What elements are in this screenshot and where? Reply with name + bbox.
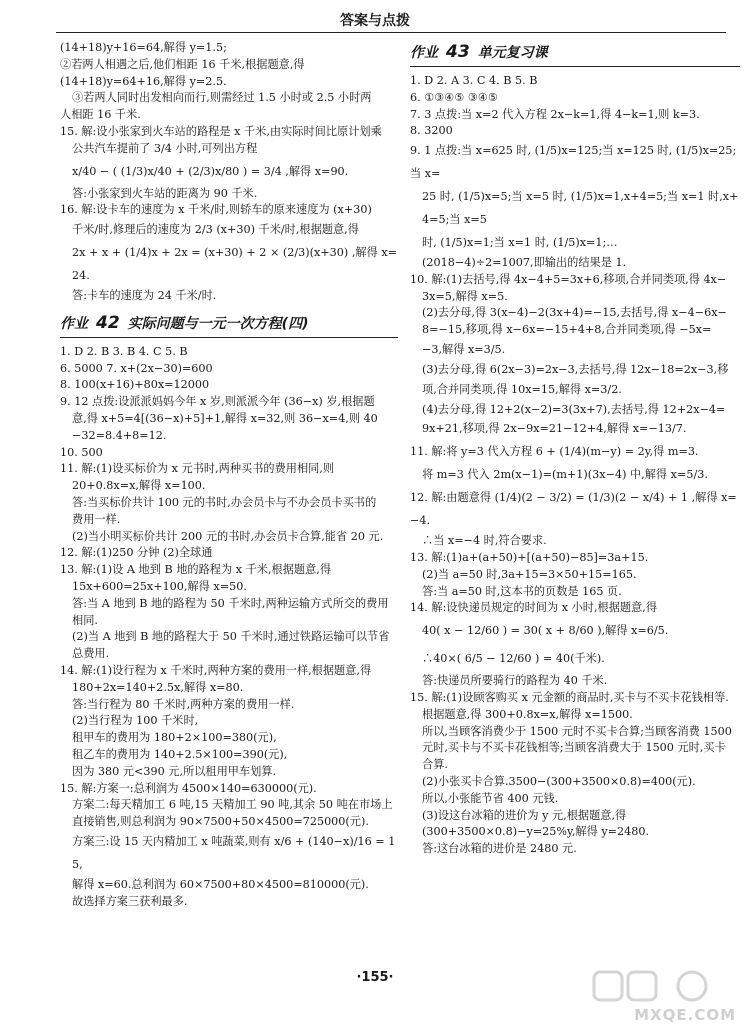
- answer-line: 14. 解:设快递员规定的时间为 x 小时,根据题意,得: [410, 601, 658, 615]
- answer-line: 将 m=3 代入 2m(x−1)=(m+1)(3x−4) 中,解得 x=5/3.: [422, 468, 708, 482]
- answer-line: 1. D 2. A 3. C 4. B 5. B: [410, 74, 538, 87]
- answer-line: 180+2x=140+2.5x,解得 x=80.: [72, 680, 244, 694]
- watermark-logo-icon: [592, 968, 732, 1004]
- answer-line: 相同.: [72, 613, 98, 627]
- answer-line: ③若两人同时出发相向而行,则需经过 1.5 小时或 2.5 小时两: [72, 91, 372, 105]
- section-prefix: 作业: [60, 315, 88, 332]
- answer-line: 15. 解:(1)设顾客购买 x 元金额的商品时,买卡与不买卡花钱相等.: [410, 690, 729, 704]
- watermark: [586, 964, 736, 1024]
- answer-line: (2)当小明买标价共计 200 元的书时,办会员卡合算,能省 20 元.: [72, 529, 384, 543]
- section-42-answer-lines: [60, 344, 398, 911]
- answer-line: 答:当 A 地到 B 地的路程为 50 千米时,两种运输方式所交的费用: [72, 596, 389, 610]
- answer-line: 答:快递员所要骑行的路程为 40 千米.: [422, 674, 608, 688]
- answer-line: 25 时, (1/5)x=5;当 x=5 时, (1/5)x=1,x+4=5;当 x=1 时,x+4=5;当 x=5: [422, 190, 739, 227]
- answer-line: 答:当行程为 80 千米时,两种方案的费用一样.: [72, 697, 295, 711]
- section-prefix: 作业: [410, 45, 438, 61]
- answer-line: 9. 12 点拨:设派派妈妈今年 x 岁,则派派今年 (36−x) 岁,根据题: [60, 395, 375, 409]
- answer-line: ②若两人相遇之后,他们相距 16 千米,根据题意,得: [60, 57, 305, 71]
- answer-line: 20+0.8x=x,解得 x=100.: [72, 479, 206, 493]
- answer-line: (2)当 A 地到 B 地的路程大于 50 千米时,通过铁路运输可以节省: [72, 630, 390, 644]
- header-title: 答案与点拨: [340, 13, 410, 29]
- answer-line: 9. 1 点拨:当 x=625 时, (1/5)x=125;当 x=125 时, (1/5)x=25;当 x=: [410, 144, 737, 181]
- answer-line: 2x + x + (1/4)x + 2x = (x+30) + 2 × (2/3)(x+30) ,解得 x=24.: [72, 246, 398, 283]
- section-heading-42: [60, 311, 398, 338]
- section-43-answer-lines: [410, 73, 740, 858]
- answer-line: 租甲车的费用为 180+2×100=380(元),: [72, 731, 277, 745]
- answer-line: 10. 500: [60, 445, 103, 459]
- answer-line: (2)当行程为 100 千米时,: [72, 714, 199, 728]
- answer-line: 费用一样.: [72, 512, 121, 526]
- answer-line: (4)去分母,得 12+2(x−2)=3(3x+7),去括号,得 12+2x−4=: [422, 402, 726, 416]
- answer-line: 15. 解:方案一:总利润为 4500×140=630000(元).: [60, 781, 317, 795]
- answer-line: 答:卡车的速度为 24 千米/时.: [72, 289, 217, 303]
- right-column: [410, 40, 740, 858]
- answer-line: 公共汽车提前了 3/4 小时,可列出方程: [72, 141, 258, 155]
- answer-line: 1. D 2. B 3. B 4. C 5. B: [60, 344, 188, 358]
- answer-line: 答:小张家到火车站的距离为 90 千米.: [72, 186, 258, 200]
- answer-line: 元时,买卡与不买卡花钱相等;当顾客消费大于 1500 元时,买卡: [422, 741, 726, 755]
- answer-line: 所以,当顾客消费少于 1500 元时不买卡合算;当顾客消费 1500: [422, 724, 732, 738]
- answer-line: (2)去分母,得 3(x−4)−2(3x+4)=−15,去括号,得 x−4−6x−: [422, 306, 727, 320]
- answer-line: (14+18)y=64+16,解得 y=2.5.: [60, 74, 227, 88]
- answer-line: 12. 解:由题意得 (1/4)(2 − 3/2) = (1/3)(2 − x/4) + 1 ,解得 x=−4.: [410, 491, 737, 528]
- answer-line: 时, (1/5)x=1;当 x=1 时, (1/5)x=1;…: [422, 236, 618, 249]
- answer-line: 11. 解:将 y=3 代入方程 6 + (1/4)(m−y) = 2y,得 m=3.: [410, 445, 699, 459]
- answer-line: 故选择方案三获利最多.: [72, 894, 188, 908]
- answer-line: 6. ①③④⑤ ③④⑤: [410, 90, 498, 104]
- answer-line: 因为 380 元<390 元,所以租用甲车划算.: [72, 764, 277, 778]
- answer-line: −32=8.4+8=12.: [72, 428, 167, 442]
- answer-line: 13. 解:(1)a+(a+50)+[(a+50)−85]=3a+15.: [410, 551, 649, 564]
- answer-line: 根据题意,得 300+0.8x=x,解得 x=1500.: [422, 707, 633, 721]
- section-title: 实际问题与一元一次方程(四): [127, 315, 309, 332]
- answer-line: x/40 − ( (1/3)x/40 + (2/3)x/80 ) = 3/4 ,解得 x=90.: [72, 164, 349, 178]
- answer-line: 租乙车的费用为 140+2.5×100=390(元),: [72, 747, 288, 761]
- answer-line: 8. 100(x+16)+80x=12000: [60, 378, 210, 392]
- answer-line: 40( x − 12/60 ) = 30( x + 8/60 ),解得 x=6/5.: [422, 624, 669, 638]
- answer-line: 3x=5,解得 x=5.: [422, 289, 508, 303]
- answer-line: 15x+600=25x+100,解得 x=50.: [72, 579, 247, 593]
- answer-line: 方案三:设 15 天内精加工 x 吨蔬菜,则有 x/6 + (140−x)/16 = 15,: [72, 834, 396, 871]
- answer-line: 13. 解:(1)设 A 地到 B 地的路程为 x 千米,根据题意,得: [60, 563, 332, 577]
- answer-line: 11. 解:(1)设买标价为 x 元书时,两种买书的费用相同,则: [60, 462, 335, 476]
- answer-line: 答:当买标价共计 100 元的书时,办会员卡与不办会员卡买书的: [72, 496, 377, 509]
- answer-line: 15. 解:设小张家到火车站的路程是 x 千米,由实际时间比原计划乘: [60, 124, 382, 138]
- answer-line: 人相距 16 千米.: [60, 108, 141, 122]
- answer-line: 意,得 x+5=4[(36−x)+5]+1,解得 x=32,则 36−x=4,则 40: [72, 412, 378, 426]
- answer-line: 直接销售,则总利润为 90×7500+50×4500=725000(元).: [72, 815, 369, 829]
- page-header: [0, 0, 750, 34]
- answer-line: 14. 解:(1)设行程为 x 千米时,两种方案的费用一样,根据题意,得: [60, 663, 372, 677]
- answer-line: ∴40×( 6/5 − 12/60 ) = 40(千米).: [422, 652, 605, 666]
- section-heading-43: [410, 40, 740, 67]
- answer-line: −3,解得 x=3/5.: [422, 342, 506, 356]
- section-number: 42: [96, 312, 120, 333]
- page-number: ·155·: [356, 970, 394, 985]
- answer-line: 10. 解:(1)去括号,得 4x−4+5=3x+6,移项,合并同类项,得 4x−: [410, 272, 727, 286]
- section-title: 单元复习课: [477, 45, 548, 61]
- answer-line: (2)小张买卡合算.3500−(300+3500×0.8)=400(元).: [422, 774, 696, 788]
- answer-line: ∴当 x=−4 时,符合要求.: [422, 534, 547, 548]
- answer-line: 12. 解:(1)250 分钟 (2)全球通: [60, 546, 213, 560]
- answer-line: 答:这台冰箱的进价是 2480 元.: [422, 842, 577, 856]
- answer-line: 7. 3 点拨:当 x=2 代入方程 2x−k=1,得 4−k=1,则 k=3.: [410, 107, 700, 121]
- answer-line: 解得 x=60.总利润为 60×7500+80×4500=810000(元).: [72, 877, 369, 891]
- answer-line: 8=−15,移项,得 x−6x=−15+4+8,合并同类项,得 −5x=: [422, 323, 712, 337]
- answer-line: (3)去分母,得 6(2x−3)=2x−3,去括号,得 12x−18=2x−3,移: [422, 362, 729, 376]
- answer-line: (14+18)y+16=64,解得 y=1.5;: [60, 41, 227, 54]
- answer-line: (300+3500×0.8)−y=25%y,解得 y=2480.: [422, 825, 650, 839]
- answer-line: 合算.: [422, 758, 448, 772]
- header-divider: [56, 32, 726, 33]
- answer-line: (3)设这台冰箱的进价为 y 元,根据题意,得: [422, 808, 627, 822]
- answer-line: (2018−4)÷2=1007,即输出的结果是 1.: [422, 255, 627, 269]
- answer-line: 答:当 a=50 时,这本书的页数是 165 页.: [422, 584, 622, 598]
- answer-line: 9x+21,移项,得 2x−9x=21−12+4,解得 x=−13/7.: [422, 422, 687, 436]
- section-number: 43: [446, 42, 470, 62]
- answer-line: (2)当 a=50 时,3a+15=3×50+15=165.: [422, 567, 637, 581]
- left-column: [60, 40, 398, 910]
- answer-line: 所以,小张能节省 400 元钱.: [422, 791, 559, 805]
- answer-line: 16. 解:设卡车的速度为 x 千米/时,则轿车的原来速度为 (x+30): [60, 203, 372, 217]
- answer-line: 方案二:每天精加工 6 吨,15 天精加工 90 吨,其余 50 吨在市场上: [72, 798, 393, 812]
- answer-line: 8. 3200: [410, 124, 453, 138]
- watermark-text: MXQE.COM: [634, 1006, 736, 1024]
- answer-line: 项,合并同类项,得 10x=15,解得 x=3/2.: [422, 382, 622, 396]
- answer-line: 千米/时,修理后的速度为 2/3 (x+30) 千米/时,根据题意,得: [72, 223, 359, 237]
- answer-line: 6. 5000 7. x+(2x−30)=600: [60, 361, 213, 375]
- answer-line: 总费用.: [72, 647, 110, 661]
- left-answer-lines: [60, 40, 398, 305]
